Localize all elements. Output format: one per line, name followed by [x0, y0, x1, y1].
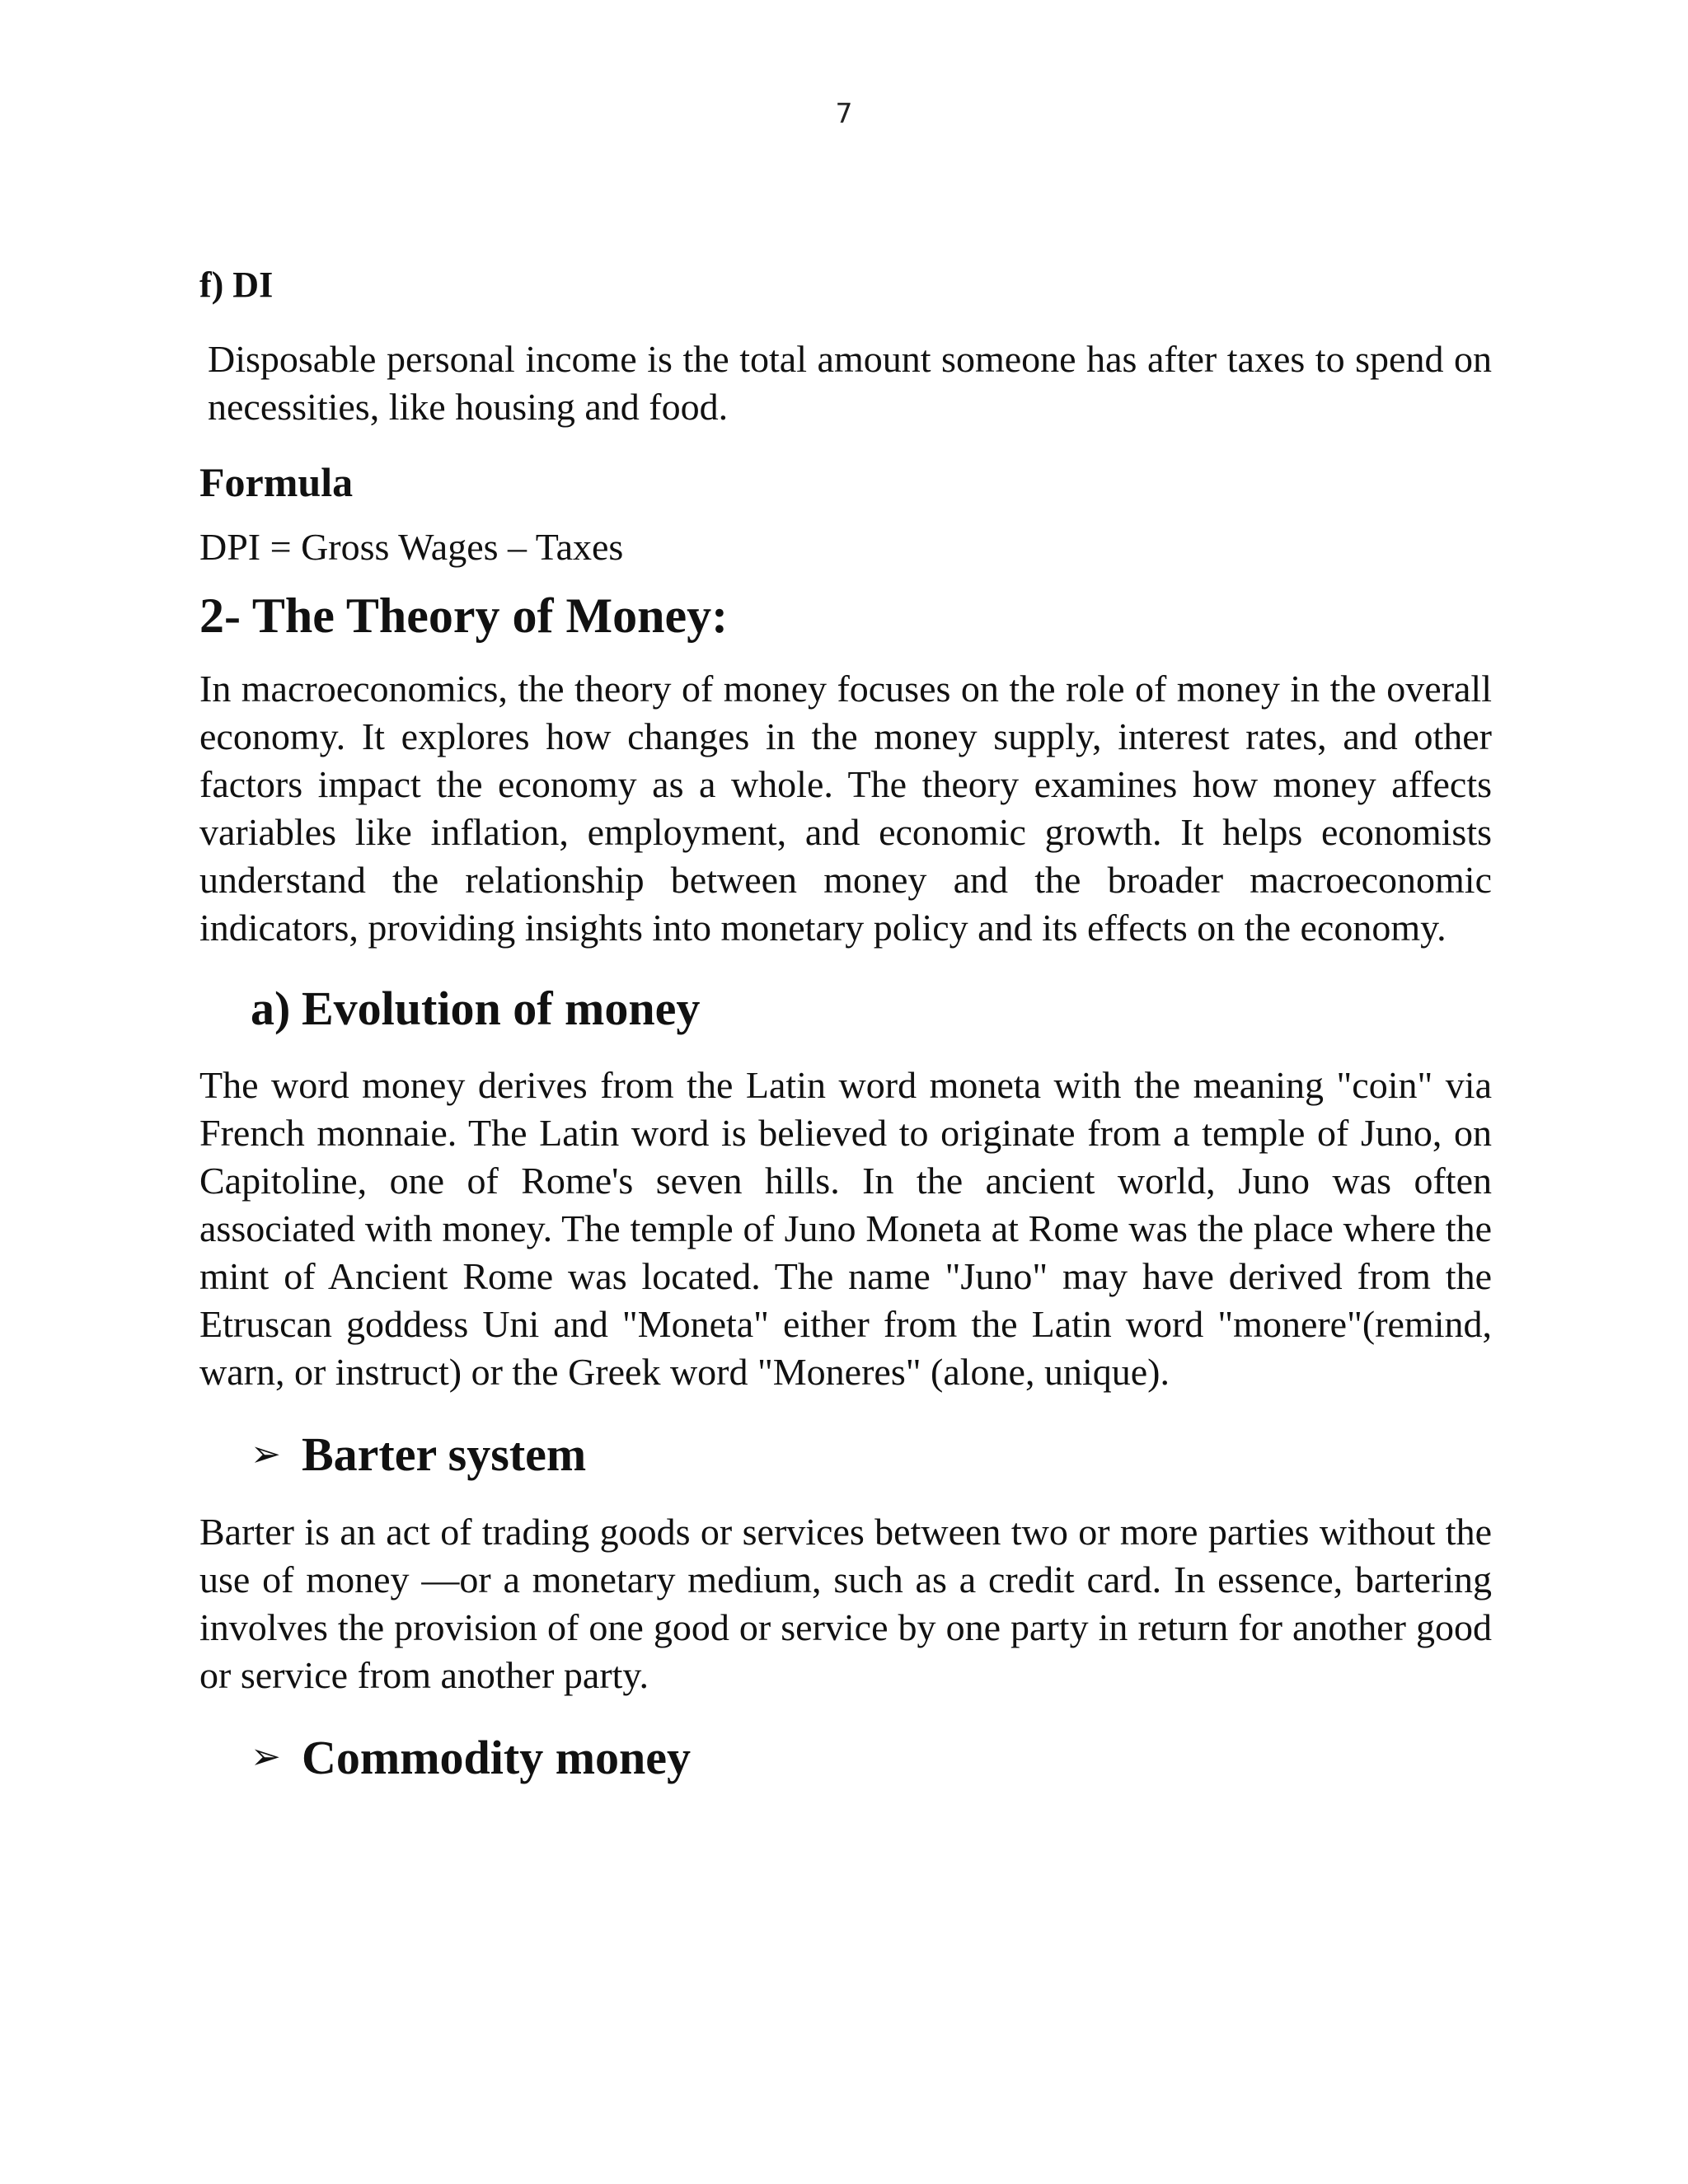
theory-of-money-heading: 2- The Theory of Money: — [199, 588, 729, 643]
evolution-heading-text: Evolution of money — [302, 981, 701, 1035]
document-body — [199, 264, 1492, 1811]
barter-paragraph: Barter is an act of trading goods or services between two or more parties without the use of money —or a monetary medium, such as a credit card. In essence, bartering involves the provision of one good or service by one party in return for another good or service from another party. — [199, 1510, 1492, 1696]
di-heading: f) DI — [199, 265, 274, 305]
formula-heading: Formula — [199, 458, 354, 505]
barter-heading-text: Barter system — [302, 1427, 587, 1482]
page-number: 7 — [835, 97, 853, 129]
barter-heading — [251, 1426, 1492, 1483]
evolution-list-marker: a) — [251, 981, 291, 1035]
evolution-paragraph: The word money derives from the Latin word moneta with the meaning "coin" via French monnaie. The Latin word is believed to originate from a temple of Juno, on Capitoline, one of Rome's seven hills. In the ancient world, Juno was often associated with money. The temple of Juno Moneta at Rome was the place where the mint of Ancient Rome was located. The name "Juno" may have derived from the Etruscan goddess Uni and "Moneta" either from the Latin word "monere"(remind, warn, or instruct) or the Greek word "Moneres" (alone, unique). — [199, 1064, 1492, 1394]
evolution-heading — [251, 980, 1492, 1038]
commodity-heading — [251, 1729, 1492, 1787]
arrow-bullet-icon: ➢ — [251, 1432, 281, 1475]
commodity-heading-text: Commodity money — [302, 1730, 692, 1784]
dpi-formula: DPI = Gross Wages – Taxes — [199, 525, 624, 568]
theory-of-money-paragraph: In macroeconomics, the theory of money focuses on the role of money in the overall economy. It explores how changes in the money supply, interest rates, and other factors impact the economy as a whole. The theory examines how money affects variables like inflation, employment, and economic growth. It helps economists understand the relationship between money and the broader macroeconomic indicators, providing insights into monetary policy and its effects on the economy. — [199, 667, 1492, 949]
di-definition: Disposable personal income is the total amount someone has after taxes to spend on necessities, like housing and food. — [208, 337, 1492, 428]
arrow-bullet-icon: ➢ — [251, 1736, 281, 1779]
